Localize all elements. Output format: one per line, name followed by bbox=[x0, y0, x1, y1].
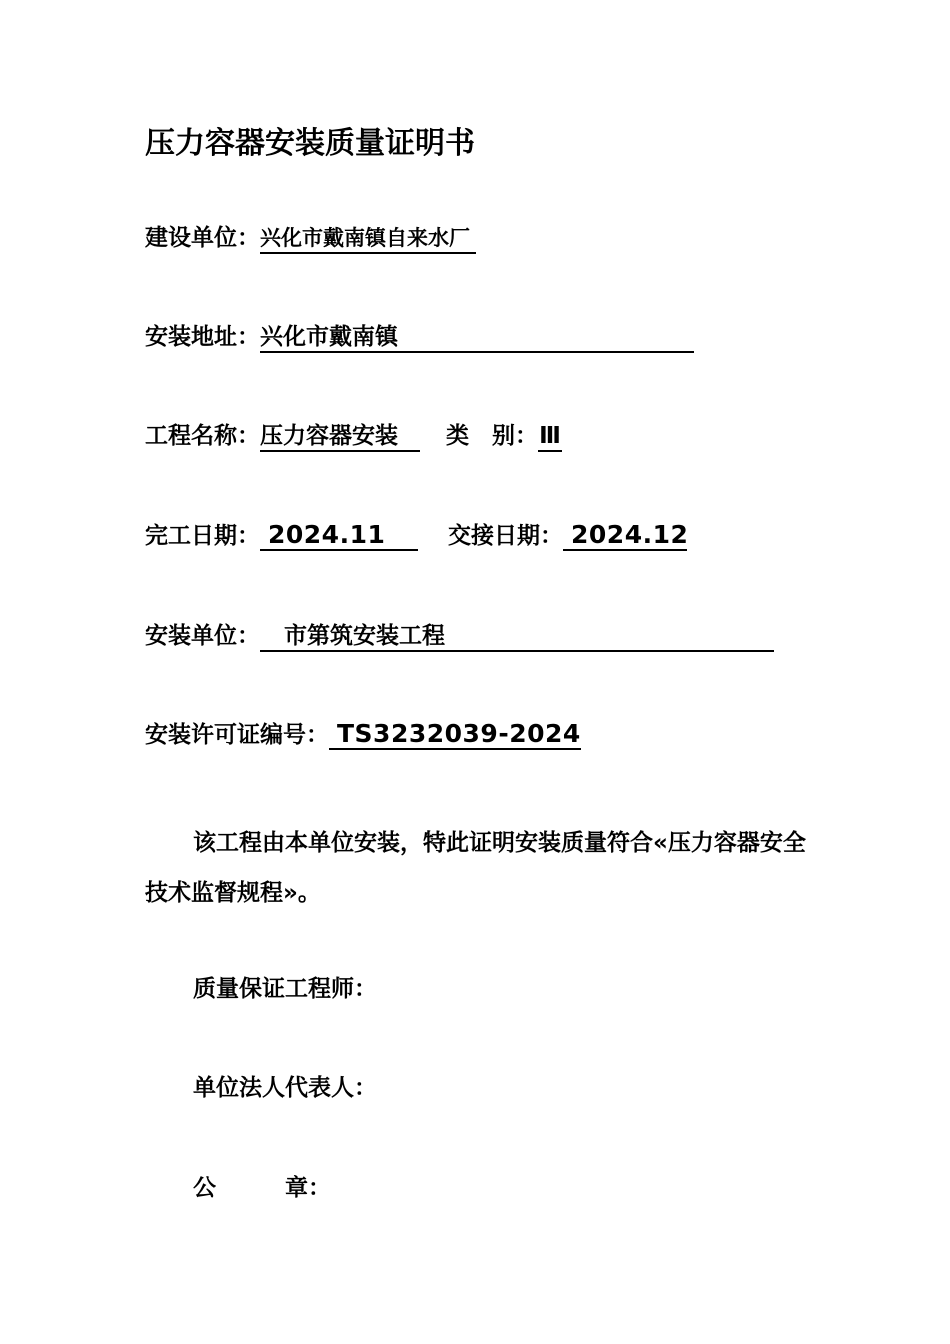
installer-row bbox=[145, 621, 774, 652]
address-label: 安装地址： bbox=[145, 324, 260, 350]
document-title: 压力容器安装质量证明书 bbox=[145, 126, 475, 161]
handover-date-value: 2024.12 bbox=[563, 521, 687, 551]
installer-label: 安装单位： bbox=[145, 623, 260, 649]
category-label: 类 别： bbox=[446, 423, 539, 449]
certification-statement: 该工程由本单位安装，特此证明安装质量符合«压力容器安全技术监督规程»。 bbox=[145, 830, 806, 906]
address-row bbox=[145, 322, 694, 353]
project-row bbox=[145, 421, 562, 452]
complete-date-value: 2024.11 bbox=[260, 521, 418, 551]
official-seal-label: 公 章： bbox=[193, 1175, 331, 1201]
category-value: Ⅲ bbox=[538, 422, 562, 452]
license-value: TS3232039-2024 bbox=[329, 720, 581, 750]
legal-representative-signature-label: 单位法人代表人： bbox=[193, 1075, 377, 1101]
license-label: 安装许可证编号： bbox=[145, 722, 329, 748]
dates-row bbox=[145, 521, 687, 551]
project-label: 工程名称： bbox=[145, 423, 260, 449]
license-row bbox=[145, 720, 581, 750]
handover-date-label: 交接日期： bbox=[448, 523, 564, 549]
quality-engineer-signature-label: 质量保证工程师： bbox=[193, 976, 377, 1002]
owner-value: 兴化市戴南镇自来水厂 bbox=[260, 224, 476, 254]
project-value: 压力容器安装 bbox=[260, 422, 420, 452]
owner-row bbox=[145, 223, 476, 254]
address-value: 兴化市戴南镇 bbox=[260, 323, 694, 353]
installer-value: 市第筑安装工程 bbox=[260, 622, 774, 652]
complete-date-label: 完工日期： bbox=[145, 523, 260, 549]
owner-label: 建设单位： bbox=[145, 225, 260, 251]
